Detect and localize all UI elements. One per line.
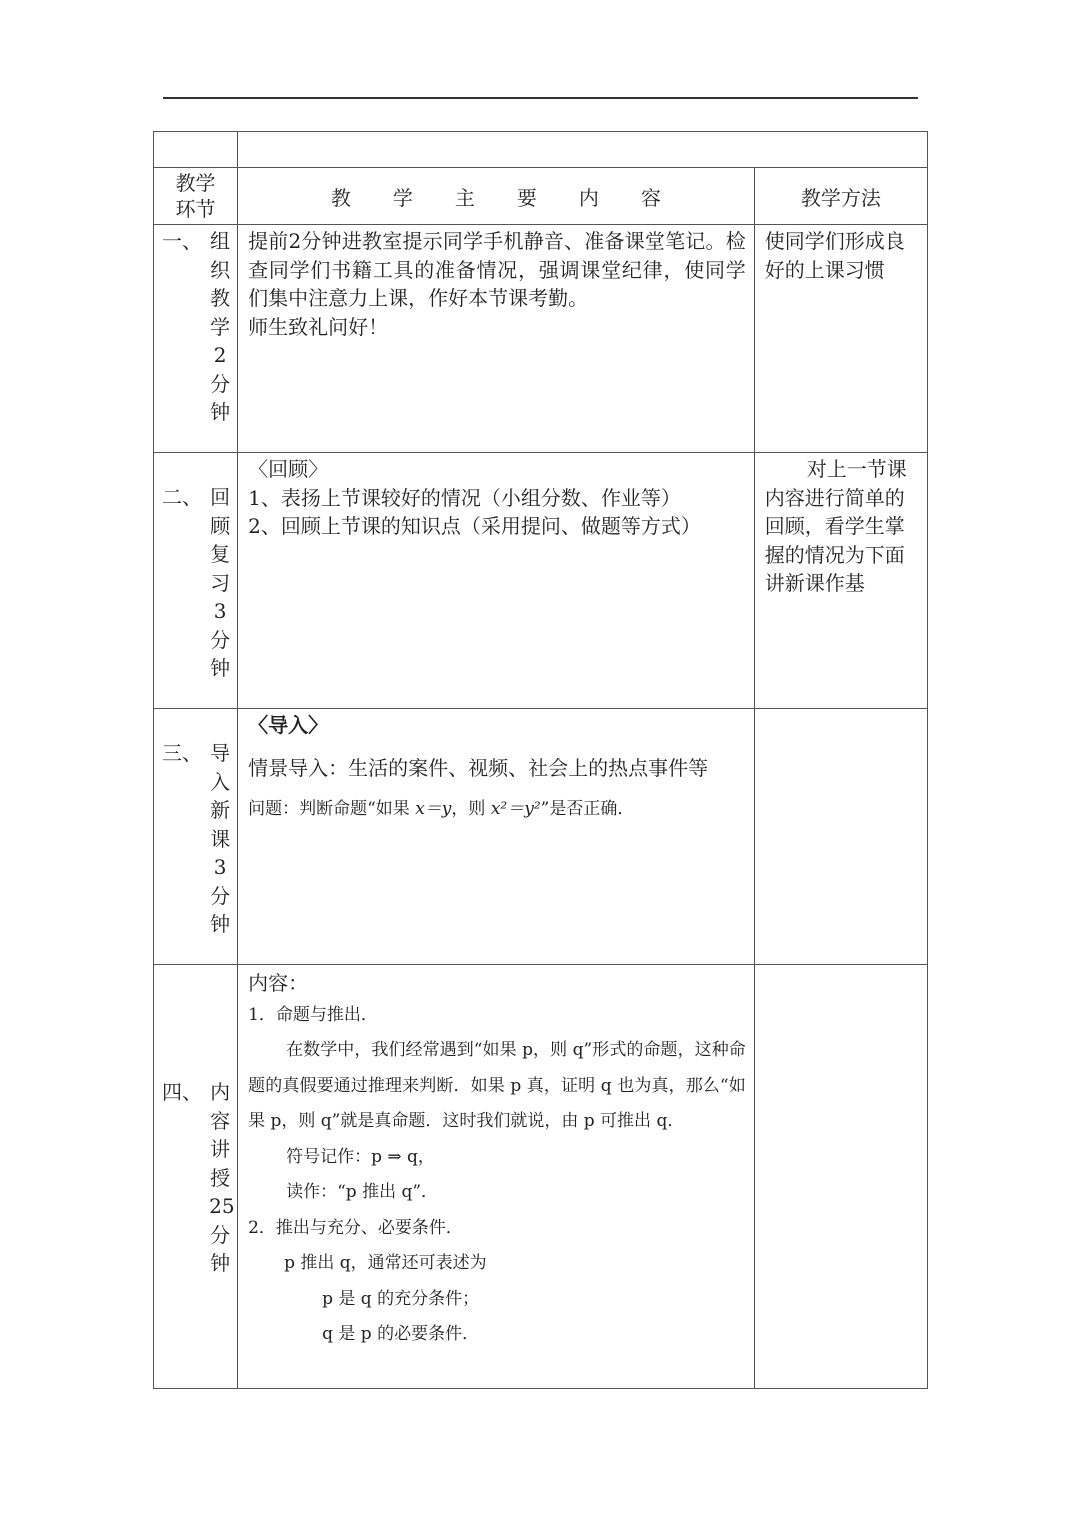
content-text: 〈回顾〉 1、表扬上节课较好的情况（小组分数、作业等） 2、回顾上节课的知识点（采用提问、做题等方式）	[248, 457, 701, 538]
stage-label: 二、 回 顾 复 习 3 分 钟	[162, 485, 231, 680]
content-cell	[238, 709, 755, 965]
table-row	[154, 709, 928, 965]
blank-cell-stage	[154, 132, 238, 168]
table-row	[154, 453, 928, 709]
method-cell	[754, 965, 927, 1389]
question-line: 问题：判断命题“如果 x＝y，则 x²＝y²”是否正确．	[248, 799, 635, 819]
content-cell	[238, 225, 755, 453]
stage-cell	[154, 453, 238, 709]
blank-cell-title	[238, 132, 928, 168]
stage-cell	[154, 965, 238, 1389]
stage-label: 三、 导 入 新 课 3 分 钟	[162, 741, 231, 936]
table-row	[154, 225, 928, 453]
header-content: 教学主要内容	[238, 168, 755, 225]
stage-label: 一、 组 织 教 学 2 分 钟	[162, 229, 231, 424]
stage-label: 四、 内 容 讲 授 25 分 钟	[162, 1080, 235, 1275]
header-rule	[163, 97, 918, 99]
header-stage: 教学 环节	[154, 168, 238, 225]
method-cell: 使同学们形成良好的上课习惯	[754, 225, 927, 453]
stage-cell	[154, 709, 238, 965]
content-cell	[238, 965, 755, 1389]
method-cell: 对上一节课内容进行简单的回顾，看学生掌握的情况为下面讲新课作基	[754, 453, 927, 709]
content-text: 〈导入〉 情景导入：生活的案件、视频、社会上的热点事件等 问题：判断命题“如果 x＝y，则 x²＝y²”是否正确．	[238, 709, 754, 828]
method-cell	[754, 709, 927, 965]
table-header-row	[154, 168, 928, 225]
stage-cell	[154, 225, 238, 453]
header-method: 教学方法	[754, 168, 927, 225]
table-row	[154, 965, 928, 1389]
blank-title-row	[154, 132, 928, 168]
content-text: 提前2分钟进教室提示同学手机静音、准备课堂笔记。检查同学们书籍工具的准备情况，强调课堂纪律，使同学们集中注意力上课，作好本节课考勤。 师生致礼问好！	[248, 229, 746, 339]
content-text: 内容： 1．命题与推出． 在数学中，我们经常遇到“如果 p，则 q”形式的命题，这种命题的真假要通过推理来判断．如果 p 真，证明 q 也为真，那么“如果 p，则 q”就是真命题．这时我们就说，由 p 可推出 q． 符号记作：p ⇒ q， 读作：“p 推出 q”． 2．推出与充分、必要条件． p 推出 q，通常还可表述为 p 是 q 的充分条件； q 是 p 的必要条件．	[248, 971, 746, 1344]
content-cell	[238, 453, 755, 709]
lesson-plan-table	[153, 131, 928, 1389]
